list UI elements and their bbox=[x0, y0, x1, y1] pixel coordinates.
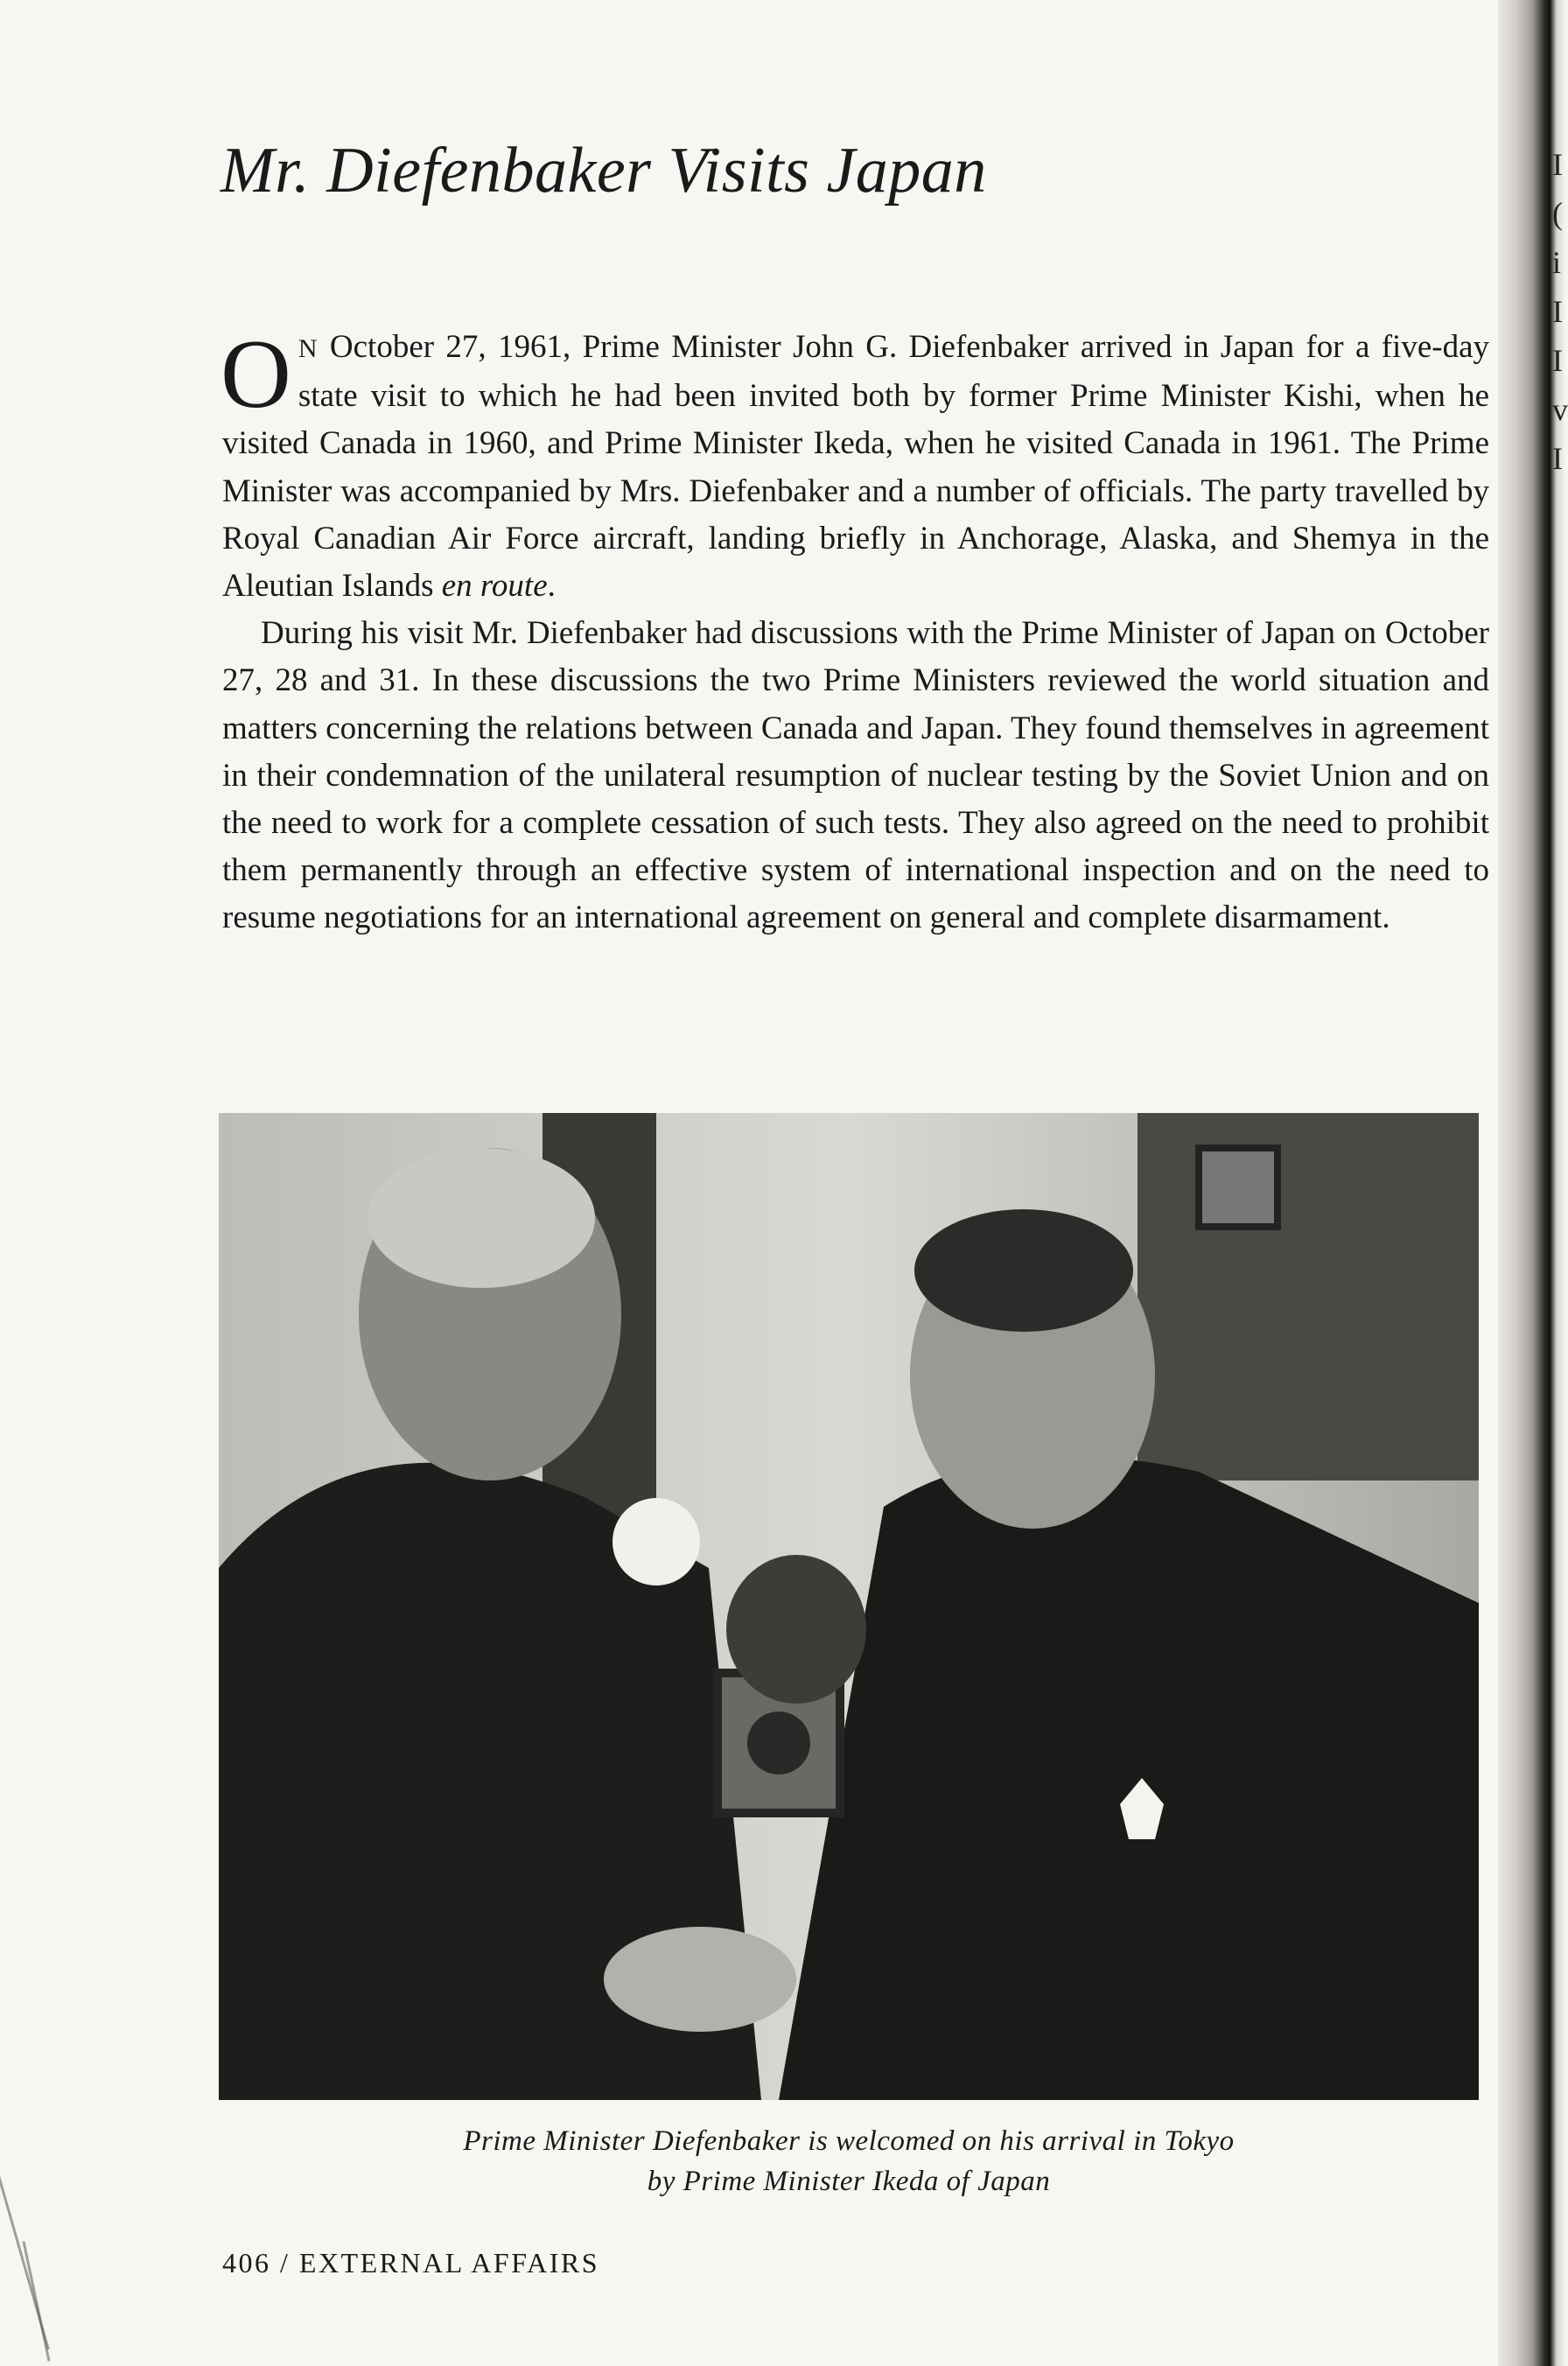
handshake bbox=[604, 1927, 796, 2032]
diefenbaker-hair bbox=[368, 1148, 595, 1288]
photo-caption bbox=[219, 2121, 1479, 2202]
adjacent-letter: I bbox=[1552, 294, 1563, 329]
paragraph-1 bbox=[220, 320, 1489, 610]
adjacent-page-text bbox=[1552, 140, 1568, 483]
adjacent-letter: v bbox=[1552, 392, 1568, 427]
photo-illustration bbox=[219, 1113, 1479, 2100]
footer-separator: / bbox=[280, 2247, 290, 2278]
photographer-head bbox=[726, 1555, 866, 1704]
adjacent-letter: I bbox=[1552, 343, 1563, 378]
publication-name: EXTERNAL AFFAIRS bbox=[298, 2247, 600, 2278]
article-title: Mr. Diefenbaker Visits Japan bbox=[220, 135, 987, 206]
paragraph-2: During his visit Mr. Diefenbaker had discussions with the Prime Minister of Japan on October 27, 28 and 31. In these discussions the two Prime Ministers reviewed the world situation and matters concerning the relations between Canada and Japan. They found themselves in agreement in their condemnation of the unilateral resumption of nuclear testing by the Soviet Union and on the need to work for a complete cessation of such tests. They also agreed on the need to prohibit them permanently through an effective system of international inspection and on the need to resume negotiations for an international agreement on general and complete disarmament. bbox=[222, 615, 1489, 936]
caption-line-2: by Prime Minister Ikeda of Japan bbox=[647, 2166, 1051, 2197]
photograph-handshake bbox=[219, 1113, 1479, 2100]
adjacent-letter: i bbox=[1552, 245, 1562, 280]
en-route-italic: en route bbox=[441, 568, 548, 605]
adjacent-letter: I bbox=[1552, 147, 1563, 182]
page-footer bbox=[222, 2247, 599, 2279]
page-number: 406 bbox=[222, 2247, 271, 2278]
press-camera-top bbox=[1199, 1148, 1278, 1227]
margin-scratch bbox=[0, 2131, 50, 2350]
ikeda-hair bbox=[914, 1209, 1133, 1332]
article-body bbox=[220, 320, 1489, 942]
paragraph-1-end: . bbox=[547, 568, 556, 605]
adjacent-letter: I bbox=[1552, 441, 1563, 476]
drop-cap: O bbox=[220, 320, 291, 429]
paragraph-1-text: October 27, 1961, Prime Minister John G. Diefenbaker arrived in Japan for a five-day state visit to which he had been invited both by former Prime Minister Kishi, when he visited Canada in 1960, and Prime Minister Ikeda, when he visited Canada in 1961. The Prime Minister was accompanied by Mrs. Diefenbaker and a number of officials. The party travelled by Royal Canadian Air Force aircraft, landing briefly in Anchorage, Alaska, and Shemya in the Aleutian Islands bbox=[222, 329, 1489, 605]
caption-line-1: Prime Minister Diefenbaker is welcomed on his arrival in Tokyo bbox=[463, 2125, 1235, 2157]
camera-flash bbox=[612, 1498, 700, 1586]
adjacent-letter: ( bbox=[1552, 196, 1563, 231]
first-word-smallcaps: N bbox=[298, 334, 318, 363]
margin-scratch bbox=[22, 2241, 50, 2362]
camera-lens bbox=[747, 1712, 810, 1774]
background-crowd bbox=[1138, 1113, 1479, 1480]
